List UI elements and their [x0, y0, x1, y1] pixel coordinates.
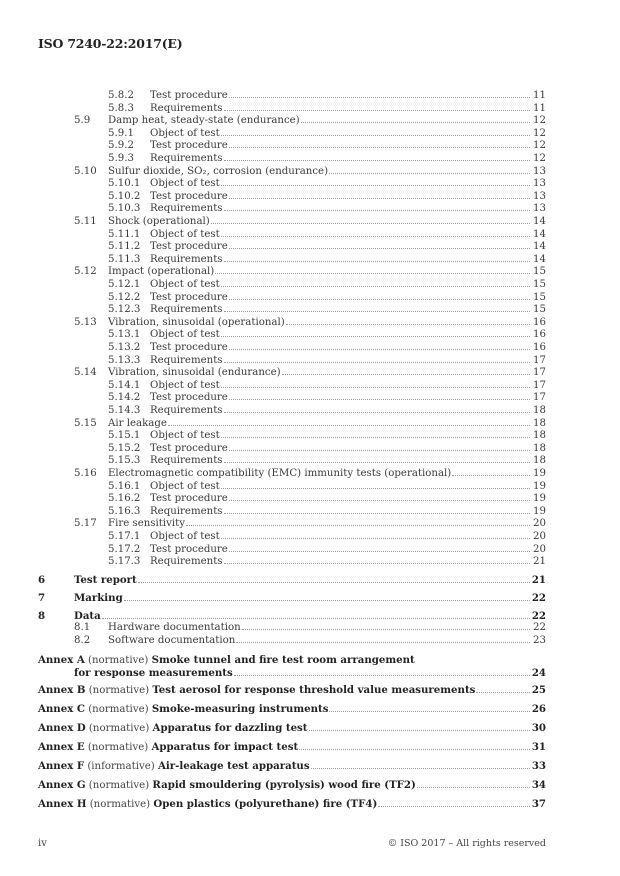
leader-dots [224, 261, 530, 262]
toc-entry-title: Object of test [150, 178, 220, 190]
toc-entry-number: 5.17 [74, 518, 97, 530]
toc-entry[interactable] [0, 556, 620, 569]
toc-entry-page: 18 [533, 430, 546, 442]
toc-entry-page: 22 [531, 610, 546, 622]
toc-entry-title: Test procedure [150, 442, 228, 454]
toc-entry[interactable] [0, 355, 620, 368]
toc-entry-title: Object of test [150, 531, 220, 542]
toc-entry[interactable] [0, 304, 620, 317]
toc-entry-number: 5.14 [74, 367, 97, 379]
annex-kind: (normative) [88, 780, 150, 791]
toc-entry[interactable] [0, 128, 620, 141]
annex-title: Apparatus for impact test [151, 741, 299, 753]
toc-entry-number: 5.12.1 [108, 279, 141, 290]
toc-entry-number: 5.17.3 [108, 556, 141, 568]
toc-entry[interactable] [0, 418, 620, 431]
toc-entry-number: 5.13.3 [108, 354, 141, 366]
toc-entry-page: 12 [533, 140, 546, 152]
leader-dots [378, 806, 530, 807]
toc-entry-page: 15 [533, 279, 546, 290]
toc-entry[interactable] [0, 430, 620, 443]
toc-entry-title: Requirements [150, 253, 223, 265]
toc-entry-title: Marking [74, 591, 123, 604]
annex-kind: (normative) [87, 742, 149, 753]
toc-entry-number: 5.17.1 [108, 531, 141, 542]
toc-entry-number: 5.17.2 [108, 543, 141, 555]
leader-dots [224, 311, 530, 312]
toc-entry-title: Requirements [150, 153, 223, 164]
toc-entry-number: 5.12.3 [108, 304, 141, 316]
toc-entry-number: 5.16.3 [108, 505, 141, 517]
toc-entry-page: 16 [533, 329, 546, 341]
toc-entry-title: Test procedure [150, 543, 228, 555]
toc-entry-title: Sulfur dioxide, SO₂, corrosion (endurance) [108, 165, 329, 177]
toc-entry-page: 20 [533, 543, 546, 555]
toc-entry-page: 14 [533, 216, 546, 227]
toc-entry-page: 16 [533, 342, 546, 353]
toc-entry-title: Object of test [150, 329, 220, 341]
copyright-footer: © ISO 2017 – All rights reserved [387, 838, 546, 849]
leader-dots [311, 768, 530, 769]
leader-dots [224, 160, 530, 161]
toc-entry[interactable] [0, 635, 620, 648]
toc-entry-number: 5.11.2 [108, 241, 141, 253]
toc-entry-page: 15 [533, 291, 546, 303]
leader-dots [221, 437, 530, 438]
leader-dots [221, 286, 530, 287]
toc-entry-title: Requirements [150, 102, 223, 114]
toc-entry-number: 5.16.2 [108, 493, 141, 505]
leader-dots [229, 198, 530, 199]
toc-entry[interactable] [0, 574, 620, 587]
toc-entry-page: 21 [533, 556, 546, 568]
toc-entry[interactable] [0, 191, 620, 204]
toc-entry-number: 5.10.3 [108, 203, 141, 215]
leader-dots [229, 299, 530, 300]
leader-dots [286, 324, 530, 325]
leader-dots [229, 248, 530, 249]
leader-dots [221, 336, 530, 337]
toc-entry[interactable] [0, 481, 620, 494]
leader-dots [221, 538, 530, 539]
toc-entry-page: 12 [533, 127, 546, 139]
toc-entry-page: 19 [533, 505, 546, 517]
toc-entry-number: 5.9.1 [108, 127, 134, 139]
toc-entry-number: 5.8.2 [108, 90, 134, 101]
toc-entry[interactable] [0, 392, 620, 405]
leader-dots [236, 642, 530, 643]
toc-entry-number: 5.12 [74, 266, 97, 278]
leader-dots [229, 551, 530, 552]
toc-entry-number: 5.15 [74, 417, 97, 429]
leader-dots [301, 122, 530, 123]
leader-dots [229, 97, 530, 98]
toc-entry-number: 5.9.3 [108, 153, 134, 164]
toc-entry-number: 8.1 [74, 622, 91, 634]
toc-entry-title: Object of test [150, 480, 220, 492]
toc-entry-number: 5.12.2 [108, 291, 141, 303]
toc-entry-number: 5.15.3 [108, 455, 141, 467]
leader-dots [224, 513, 530, 514]
toc-entry-title: Requirements [150, 405, 223, 416]
toc-entry[interactable] [0, 405, 620, 418]
leader-dots [229, 399, 530, 400]
toc-entry-number: 5.15.2 [108, 442, 141, 454]
toc-entry-title: Software documentation [108, 635, 236, 646]
toc-entry-number: 5.10.2 [108, 190, 141, 202]
toc-entry[interactable] [0, 90, 620, 103]
toc-entry[interactable] [0, 506, 620, 519]
toc-entry[interactable] [0, 380, 620, 393]
annex-title: Open plastics (polyurethane) fire (TF4) [153, 798, 378, 810]
toc-entry[interactable] [0, 544, 620, 557]
toc-entry[interactable] [0, 216, 620, 229]
page-number-footer: iv [38, 838, 47, 849]
leader-dots [299, 749, 530, 750]
annex-page: 30 [531, 722, 546, 734]
annex-kind: (normative) [89, 799, 151, 810]
toc-entry-title: Test procedure [150, 493, 228, 505]
toc-entry[interactable] [0, 254, 620, 267]
annex-kind: (informative) [87, 761, 155, 772]
annex-page: 24 [531, 666, 546, 679]
toc-entry-title: Test procedure [150, 291, 228, 303]
toc-entry-page: 13 [533, 165, 546, 177]
annex-entry[interactable] [0, 684, 620, 697]
annex-page: 33 [531, 760, 546, 772]
toc-entry-title: Test procedure [150, 342, 228, 353]
annex-entry[interactable] [0, 760, 620, 773]
toc-entry-page: 17 [533, 367, 546, 379]
toc-entry-page: 22 [533, 622, 546, 634]
toc-entry-number: 5.16 [74, 468, 97, 479]
leader-dots [282, 374, 530, 375]
toc-entry[interactable] [0, 153, 620, 166]
annex-label: Annex C [38, 703, 85, 715]
leader-dots [224, 563, 530, 564]
toc-entry[interactable] [0, 140, 620, 153]
toc-entry-page: 13 [533, 178, 546, 190]
toc-entry[interactable] [0, 531, 620, 544]
toc-entry-title: Requirements [150, 556, 223, 568]
leader-dots [124, 600, 530, 601]
toc-entry-page: 17 [533, 392, 546, 404]
toc-entry-number: 5.14.1 [108, 379, 141, 391]
toc-entry[interactable] [0, 292, 620, 305]
annex-title: Smoke-measuring instruments [151, 703, 329, 715]
leader-dots [224, 110, 530, 111]
toc-entry-number: 5.15.1 [108, 430, 141, 442]
annex-kind: (normative) [88, 685, 150, 696]
toc-entry-title: Test procedure [150, 190, 228, 202]
leader-dots [229, 500, 530, 501]
toc-entry-page: 15 [533, 266, 546, 278]
toc-entry-page: 11 [533, 90, 546, 101]
toc-entry[interactable] [0, 518, 620, 531]
toc-entry-title: Electromagnetic compatibility (EMC) immunity tests (operational) [108, 468, 452, 479]
annex-entry[interactable] [0, 798, 620, 811]
toc-entry[interactable] [0, 455, 620, 468]
toc-entry-title: Test report [74, 574, 137, 586]
leader-dots [221, 387, 530, 388]
leader-dots [229, 450, 530, 451]
toc-entry-page: 20 [533, 531, 546, 542]
annex-entry[interactable] [0, 654, 620, 679]
leader-dots [221, 236, 530, 237]
toc-entry-number: 5.8.3 [108, 102, 134, 114]
leader-dots [224, 412, 530, 413]
annex-label: Annex E [38, 741, 85, 753]
toc-entry-title: Fire sensitivity [108, 518, 185, 530]
toc-entry-page: 18 [533, 417, 546, 429]
toc-entry-number: 5.16.1 [108, 480, 141, 492]
toc-entry-title: Vibration, sinusoidal (operational) [108, 316, 285, 328]
toc-entry-title: Object of test [150, 228, 220, 240]
toc-entry-page: 22 [531, 591, 546, 604]
toc-entry-number: 5.13.1 [108, 329, 141, 341]
annex-label: Annex G [38, 779, 86, 791]
leader-dots [138, 582, 530, 583]
toc-entry-number: 5.10 [74, 165, 97, 177]
toc-entry-title: Test procedure [150, 90, 228, 101]
toc-entry[interactable] [0, 229, 620, 242]
toc-entry-number: 7 [38, 591, 46, 604]
annex-page: 37 [531, 798, 546, 810]
leader-dots [221, 488, 530, 489]
toc-entry-title: Requirements [150, 304, 223, 316]
toc-entry-title: Object of test [150, 379, 220, 391]
toc-entry-page: 23 [533, 635, 546, 646]
toc-entry-number: 5.9 [74, 115, 91, 127]
leader-dots [211, 223, 530, 224]
toc-entry-page: 18 [533, 405, 546, 416]
leader-dots [417, 787, 530, 788]
toc-entry-title: Air leakage [108, 417, 167, 429]
toc-entry-page: 21 [531, 574, 546, 586]
toc-entry[interactable] [0, 610, 620, 623]
leader-dots [168, 425, 530, 426]
toc-entry-title: Requirements [150, 455, 223, 467]
toc-entry[interactable] [0, 493, 620, 506]
toc-entry-number: 5.9.2 [108, 140, 134, 152]
toc-entry[interactable] [0, 279, 620, 292]
toc-entry-title: Damp heat, steady-state (endurance) [108, 115, 300, 127]
leader-dots [242, 629, 530, 630]
annex-label: Annex A [38, 654, 85, 666]
leader-dots [186, 525, 530, 526]
annex-entry[interactable] [0, 722, 620, 735]
toc-entry-number: 5.13 [74, 316, 97, 328]
toc-entry-page: 17 [533, 379, 546, 391]
toc-entry-page: 14 [533, 228, 546, 240]
toc-entry-title: Object of test [150, 430, 220, 442]
toc-entry-page: 18 [533, 455, 546, 467]
document-id-header: ISO 7240-22:2017(E) [38, 36, 183, 51]
annex-title: Rapid smouldering (pyrolysis) wood fire (TF2) [152, 779, 416, 791]
toc-entry-title: Requirements [150, 203, 223, 215]
toc-entry-title: Data [74, 610, 101, 622]
leader-dots [452, 475, 530, 476]
annex-label: Annex F [38, 760, 85, 772]
leader-dots [309, 730, 531, 731]
toc-entry-page: 11 [533, 102, 546, 114]
toc-entry-page: 13 [533, 203, 546, 215]
toc-entry-page: 18 [533, 442, 546, 454]
toc-entry-number: 5.10.1 [108, 178, 141, 190]
toc-entry-page: 19 [533, 480, 546, 492]
toc-entry-title: Requirements [150, 505, 223, 517]
toc-entry-title: Hardware documentation [108, 622, 241, 634]
leader-dots [234, 675, 530, 676]
toc-entry-number: 8.2 [74, 635, 91, 646]
leader-dots [329, 173, 530, 174]
leader-dots [329, 711, 530, 712]
toc-entry-page: 19 [533, 493, 546, 505]
toc-entry-page: 19 [533, 468, 546, 479]
toc-entry-number: 6 [38, 574, 46, 586]
toc-entry-title: Object of test [150, 127, 220, 139]
toc-entry-page: 14 [533, 241, 546, 253]
toc-entry[interactable] [0, 266, 620, 279]
leader-dots [224, 362, 530, 363]
annex-label: Annex H [38, 798, 87, 810]
toc-entry-title: Test procedure [150, 241, 228, 253]
toc-entry-page: 17 [533, 354, 546, 366]
toc-entry[interactable] [0, 178, 620, 191]
annex-page: 34 [531, 779, 546, 791]
toc-entry[interactable] [0, 468, 620, 481]
leader-dots [224, 210, 530, 211]
toc-entry-number: 5.13.2 [108, 342, 141, 353]
toc-entry-page: 20 [533, 518, 546, 530]
leader-dots [224, 462, 530, 463]
toc-entry[interactable] [0, 241, 620, 254]
toc-entry-title: Test procedure [150, 140, 228, 152]
toc-entry[interactable] [0, 329, 620, 342]
toc-entry[interactable] [0, 166, 620, 179]
toc-entry-page: 16 [533, 316, 546, 328]
toc-entry[interactable] [0, 342, 620, 355]
annex-title: Air-leakage test apparatus [157, 760, 310, 772]
annex-entry[interactable] [0, 703, 620, 716]
toc-entry[interactable] [0, 443, 620, 456]
toc-entry-page: 15 [533, 304, 546, 316]
toc-entry-title: Test procedure [150, 392, 228, 404]
annex-entry[interactable] [0, 741, 620, 754]
toc-entry-page: 13 [533, 190, 546, 202]
annex-entry[interactable] [0, 779, 620, 792]
toc-entry[interactable] [0, 622, 620, 635]
annex-title-continued: for response measurements [74, 666, 233, 679]
toc-entry-number: 5.14.3 [108, 405, 141, 416]
annex-title: Test aerosol for response threshold value measurements [152, 684, 476, 696]
toc-entry-number: 5.14.2 [108, 392, 141, 404]
annex-title: Smoke tunnel and fire test room arrangement [151, 654, 415, 666]
leader-dots [229, 349, 530, 350]
toc-entry[interactable] [0, 115, 620, 128]
toc-entry[interactable] [0, 367, 620, 380]
toc-entry-number: 5.11.1 [108, 228, 141, 240]
toc-entry[interactable] [0, 317, 620, 330]
toc-entry[interactable] [0, 203, 620, 216]
toc-entry-page: 14 [533, 253, 546, 265]
annex-title: Apparatus for dazzling test [152, 722, 308, 734]
toc-entry-page: 12 [533, 153, 546, 164]
leader-dots [476, 692, 530, 693]
leader-dots [229, 147, 530, 148]
toc-entry[interactable] [0, 592, 620, 605]
leader-dots [215, 273, 530, 274]
annex-kind: (normative) [88, 723, 150, 734]
annex-label: Annex D [38, 722, 86, 734]
toc-entry-number: 8 [38, 610, 46, 622]
annex-page: 26 [531, 703, 546, 715]
leader-dots [102, 618, 530, 619]
toc-entry[interactable] [0, 103, 620, 116]
annex-page: 31 [531, 741, 546, 753]
toc-entry-title: Object of test [150, 279, 220, 290]
toc-entry-title: Impact (operational) [108, 266, 215, 278]
annex-label: Annex B [38, 684, 86, 696]
annex-page: 25 [531, 684, 546, 696]
annex-kind: (normative) [87, 655, 149, 666]
toc-entry-page: 12 [533, 115, 546, 127]
toc-entry-title: Requirements [150, 354, 223, 366]
leader-dots [221, 185, 530, 186]
toc-entry-number: 5.11 [74, 216, 97, 227]
toc-entry-title: Shock (operational) [108, 216, 210, 227]
toc-entry-title: Vibration, sinusoidal (endurance) [108, 367, 281, 379]
toc-entry-number: 5.11.3 [108, 253, 141, 265]
leader-dots [221, 135, 530, 136]
annex-kind: (normative) [88, 704, 149, 715]
